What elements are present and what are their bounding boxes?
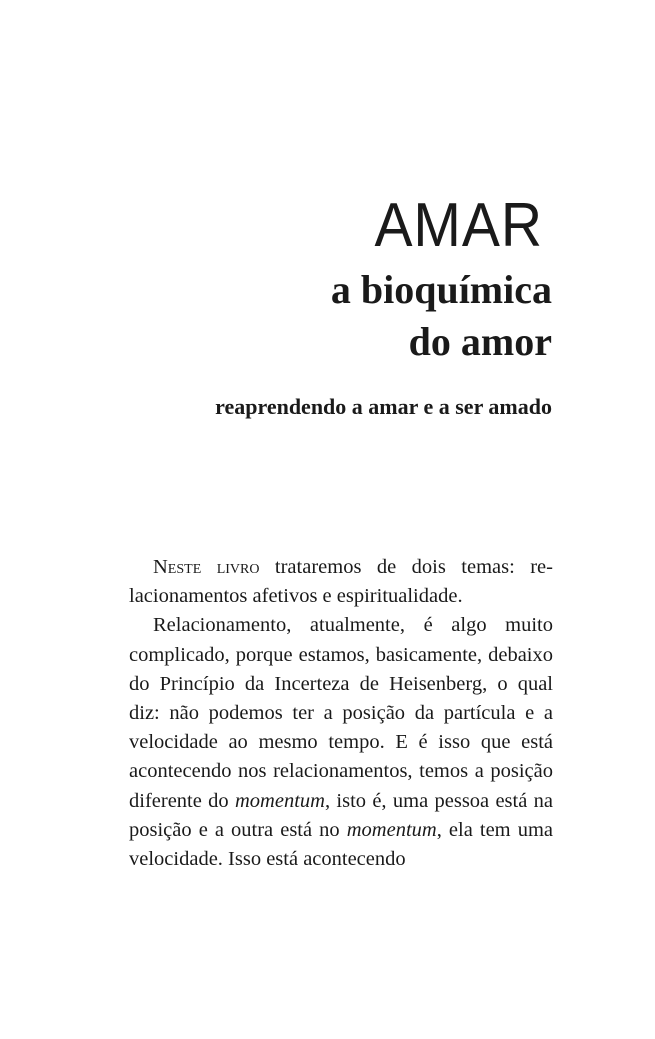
- title-block: [331, 188, 552, 368]
- paragraph-lead: Neste livro: [153, 556, 260, 578]
- body-text: [129, 553, 553, 874]
- book-subtitle-line1: a bioquímica: [330, 267, 552, 312]
- italic-term: momentum: [346, 818, 437, 841]
- book-tagline: reaprendendo a amar e a ser amado: [215, 394, 552, 419]
- italic-term: momentum: [234, 789, 325, 812]
- book-subtitle-line2: do amor: [408, 319, 552, 364]
- paragraph-1-text: trataremos de dois temas: relacionamentos afetivos e espiritualidade.: [129, 556, 553, 608]
- paragraph-2-text-b: , isto é, uma pessoa está na posição e a outra está no: [129, 789, 553, 841]
- paragraph-2: [129, 611, 553, 874]
- paragraph-2-text-c: , ela tem uma velocidade. Isso está acontecendo: [129, 818, 553, 871]
- paragraph-1: [129, 553, 553, 611]
- paragraph-2-text-a: Relacionamento, atualmente, é algo muito complicado, porque estamos, basicamente, debaixo do Princípio da Incerteza de Heisenberg, o qual diz: não podemos ter a posição da partícula e a velocidade ao mesmo tempo. E é isso que está acontecendo nos relacionamentos, temos a posição diferente do: [129, 614, 553, 812]
- book-title: AMAR: [374, 191, 543, 260]
